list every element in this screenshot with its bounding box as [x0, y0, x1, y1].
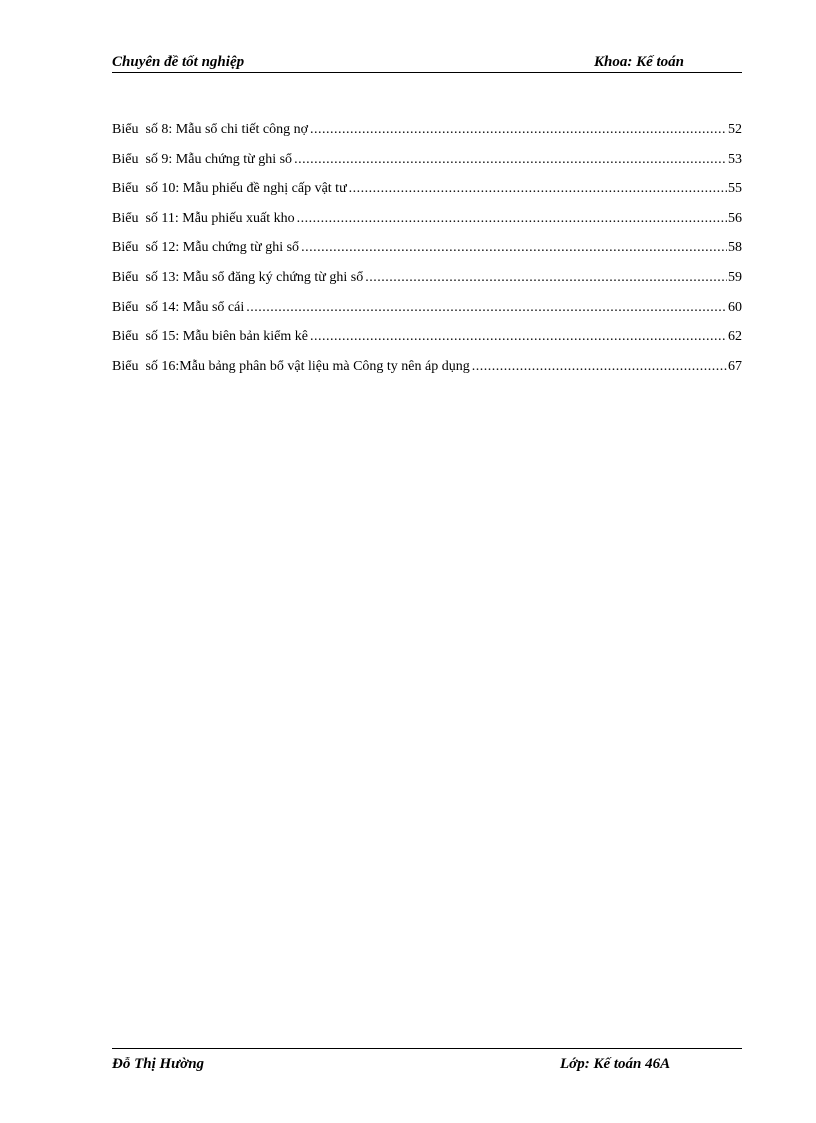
toc-entry-label: Biểu số 8: Mẫu sổ chi tiết công nợ — [112, 122, 308, 137]
toc-leader-dots — [246, 298, 727, 318]
toc-entry[interactable] — [112, 327, 742, 357]
footer-author: Đỗ Thị Hường — [112, 1056, 205, 1072]
header-title: Chuyên đề tốt nghiệp — [112, 54, 245, 70]
toc-entry-label: Biểu số 10: Mẫu phiếu đề nghị cấp vật tư — [112, 181, 347, 197]
toc-entry[interactable] — [112, 357, 742, 387]
toc-entry-label: Biểu số 11: Mẫu phiếu xuất kho — [112, 210, 295, 226]
footer-class: Lớp: Kế toán 46A — [560, 1056, 671, 1072]
toc-leader-dots — [297, 209, 727, 229]
toc-entry-page: 56 — [728, 210, 742, 226]
toc-entry-page: 59 — [728, 269, 742, 285]
toc-leader-dots — [472, 357, 727, 377]
toc-entry[interactable] — [112, 179, 742, 209]
toc-entry-label: Biểu số 12: Mẫu chứng từ ghi sổ — [112, 240, 300, 256]
toc-entry-label: Biểu số 16:Mẫu bảng phân bổ vật liệu mà Công ty nên áp dụng — [112, 358, 470, 374]
toc-entry-label: Biểu số 14: Mẫu sổ cái — [112, 299, 245, 315]
toc-entry-page: 52 — [728, 122, 742, 137]
toc-leader-dots — [301, 238, 727, 258]
toc-entry[interactable] — [112, 209, 742, 239]
toc-leader-dots — [310, 327, 727, 347]
toc-entry[interactable] — [112, 150, 742, 180]
toc-leader-dots — [365, 268, 727, 288]
toc-entry[interactable] — [112, 268, 742, 298]
toc-entry[interactable] — [112, 238, 742, 268]
toc-entry[interactable] — [112, 298, 742, 328]
header-department: Khoa: Kế toán — [594, 54, 685, 70]
toc-entry-page: 67 — [728, 358, 742, 374]
toc-entry-label: Biểu số 9: Mẫu chứng từ ghi sổ — [112, 151, 293, 167]
toc-entry-label: Biểu số 13: Mẫu sổ đăng ký chứng từ ghi sổ — [112, 269, 364, 285]
toc-entry-page: 60 — [728, 299, 742, 315]
toc-entry-page: 55 — [728, 181, 742, 197]
page-header — [112, 52, 742, 73]
table-of-contents — [112, 120, 742, 386]
toc-entry-label: Biểu số 15: Mẫu biên bản kiểm kê — [112, 329, 308, 345]
toc-leader-dots — [310, 120, 727, 140]
page-footer — [112, 1048, 742, 1075]
toc-entry-page: 58 — [728, 240, 742, 256]
toc-entry-page: 53 — [728, 151, 742, 167]
toc-leader-dots — [294, 150, 727, 170]
toc-entry-page: 62 — [728, 329, 742, 345]
toc-leader-dots — [349, 179, 727, 199]
toc-entry[interactable] — [112, 120, 742, 150]
